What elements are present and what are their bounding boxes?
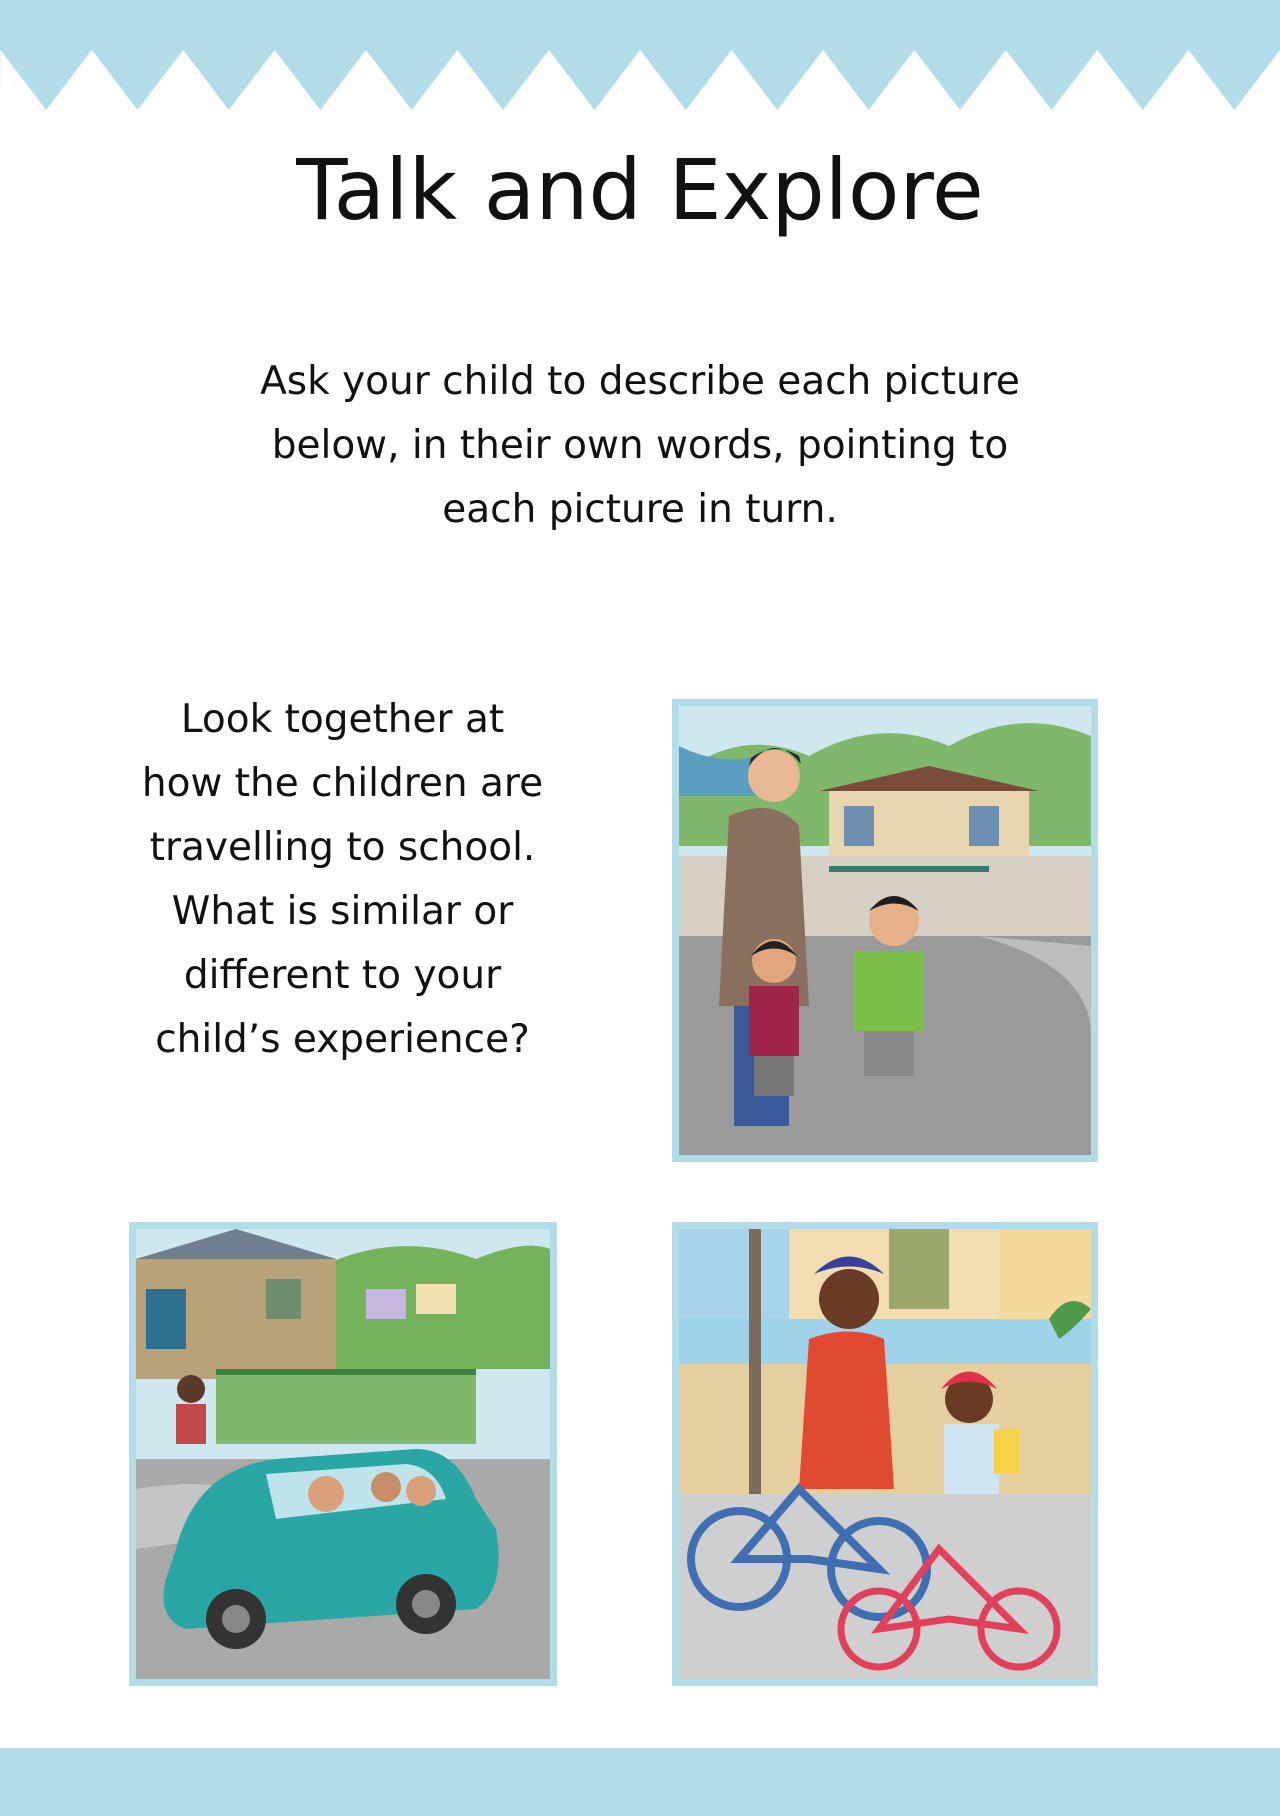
top-zigzag-band — [0, 0, 1280, 115]
car-to-school-illustration — [129, 1222, 557, 1686]
intro-line: below, in their own words, pointing to — [271, 423, 1009, 468]
prompt-line: different to your — [183, 953, 502, 998]
prompt-line: how the children are — [141, 761, 544, 806]
prompt-line: child’s experience? — [155, 1017, 530, 1062]
prompt-line: Look together at — [180, 697, 505, 742]
page-title: Talk and Explore — [296, 141, 984, 239]
walking-to-school-illustration — [672, 699, 1098, 1162]
intro-line: each picture in turn. — [442, 487, 838, 532]
bottom-band — [0, 1748, 1280, 1816]
discussion-prompt — [110, 688, 575, 1072]
cycling-to-school-illustration — [672, 1222, 1098, 1686]
intro-line: Ask your child to describe each picture — [260, 359, 1020, 404]
prompt-line: What is similar or — [171, 889, 514, 934]
intro-text — [240, 350, 1040, 542]
prompt-line: travelling to school. — [149, 825, 536, 870]
